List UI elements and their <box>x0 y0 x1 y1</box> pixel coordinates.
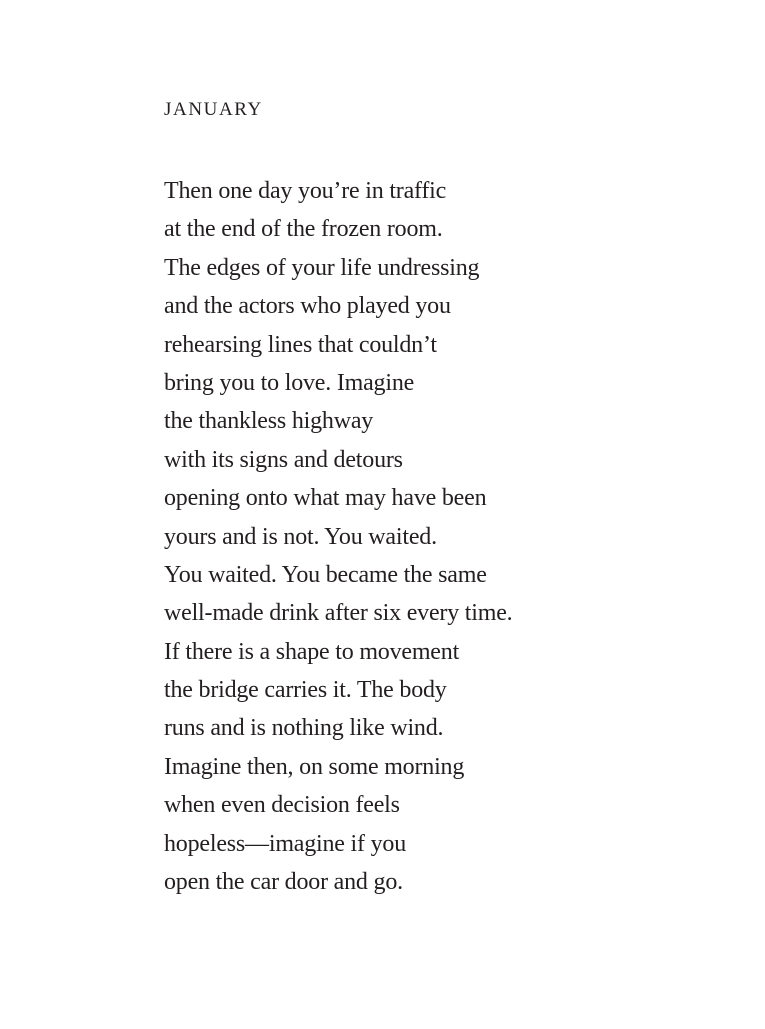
poem-line: Then one day you’re in traffic <box>164 178 447 204</box>
poem-line: and the actors who played you <box>164 293 451 320</box>
poem-line: yours and is not. You waited. <box>164 523 437 550</box>
poem-line: If there is a shape to movement <box>164 638 460 665</box>
poem-line: the thankless highway <box>164 408 374 435</box>
poem-line: hopeless—imagine if you <box>164 830 407 857</box>
poem-line: with its signs and detours <box>164 446 403 473</box>
poem-line: open the car door and go. <box>164 869 403 896</box>
poem-line: The edges of your life undressing <box>164 254 480 281</box>
poem-title: JANUARY <box>164 99 263 120</box>
poem-line: when even decision feels <box>164 792 400 819</box>
poem-line: opening onto what may have been <box>164 485 487 512</box>
poem-line: bring you to love. Imagine <box>164 369 415 396</box>
poem-line: rehearsing lines that couldn’t <box>164 331 437 358</box>
poem-line: the bridge carries it. The body <box>164 677 447 704</box>
poem-line: Imagine then, on some morning <box>164 753 465 780</box>
poem-line: runs and is nothing like wind. <box>164 715 444 742</box>
poem-body <box>164 172 724 901</box>
poem-line: at the end of the frozen room. <box>164 216 443 243</box>
poem-line: You waited. You became the same <box>164 561 487 588</box>
poem-line: well-made drink after six every time. <box>164 600 513 627</box>
